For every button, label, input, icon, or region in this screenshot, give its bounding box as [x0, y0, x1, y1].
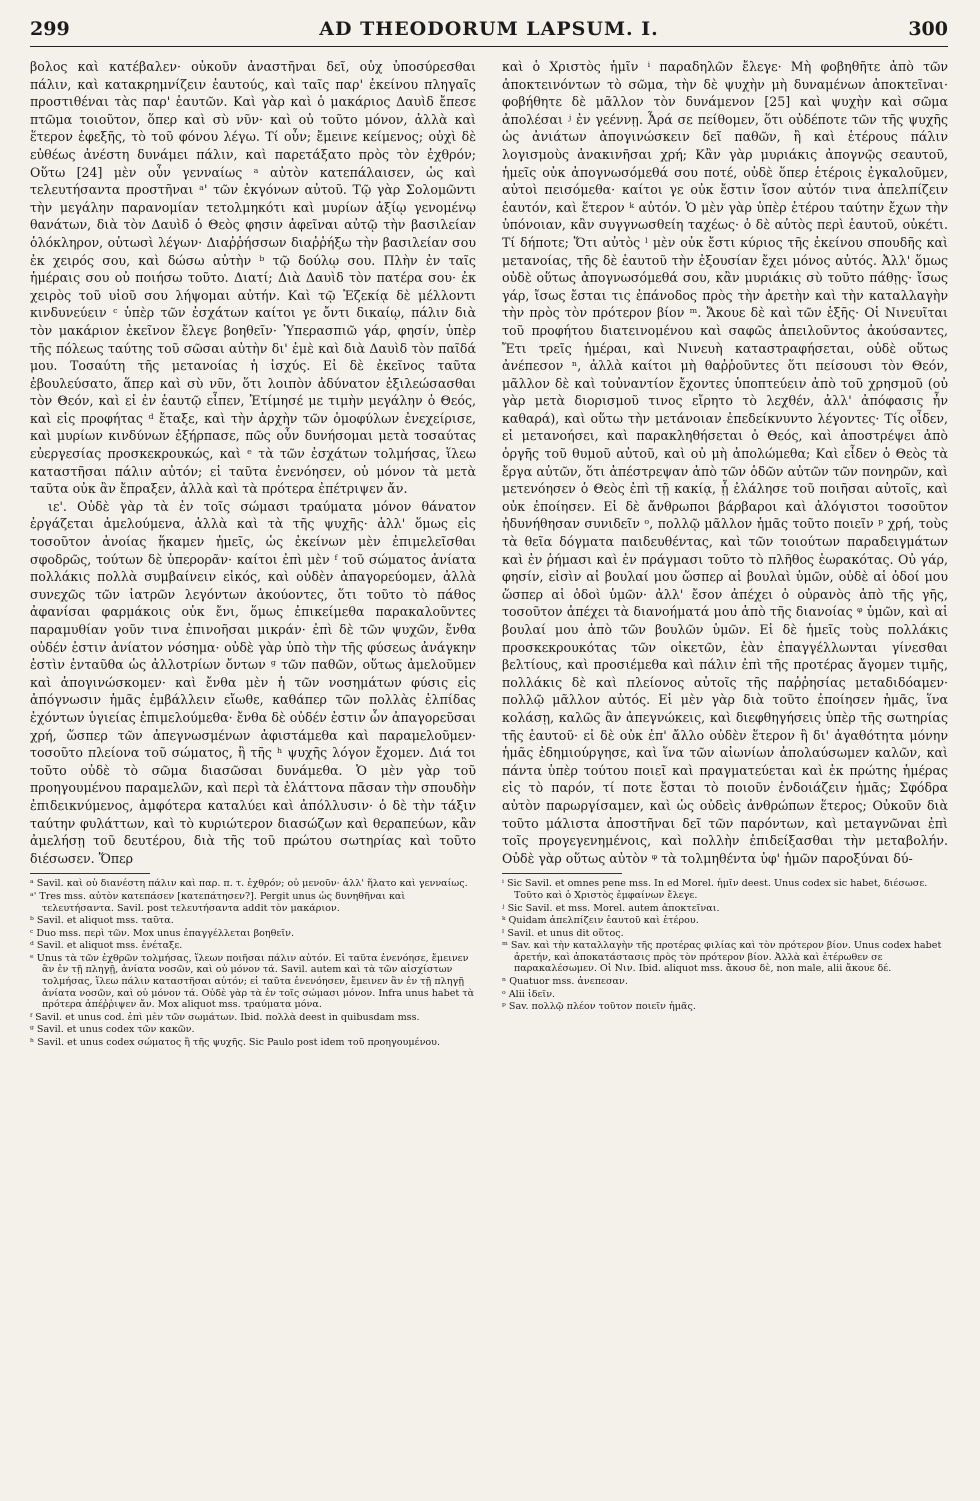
footnote: ʲ Sic Savil. et mss. Morel. autem ἀποκτεῖναι. [502, 902, 720, 914]
footnote-rule [30, 873, 150, 874]
left-footnotes [30, 878, 476, 1048]
right-body-text [502, 58, 948, 867]
footnote: ʰ Savil. et unus codex σώματος ἢ τῆς ψυχῆς. Sic Paulo post idem τοῦ προηγουμένου. [30, 1037, 441, 1049]
paragraph: βολος καὶ κατέβαλεν· οὐκοῦν ἀναστῆναι δεῖ, οὐχ ὑποσύρεσθαι πάλιν, καὶ κατακρημνίζειν ἑαυτούς, καὶ ταῖς παρ' ἐκείνου πληγαῖς προστιθέναι τὰς παρ' ἑαυτῶν. Καὶ γὰρ καὶ ὁ μακάριος Δαυὶδ ἔπεσε πτῶμα τοιοῦτον, ὅπερ καὶ σὺ νῦν· καὶ οὐ τοῦτο μόνον, ἀλλὰ καὶ ἕτερον ἐφεξῆς, τὸ τοῦ φόνου λέγω. Τί οὖν; ἔμεινε κείμενος; οὐχὶ δὲ εὐθέως ἀνέστη δυνάμει πάλιν, καὶ παρετάξατο πρὸς τὸν ἐχθρόν; Οὕτω [24] μὲν οὖν γενναίως ᵃ αὐτὸν κατεπάλαισεν, ὡς καὶ τελευτήσαντα προστῆναι ᵃ' τῶν ἐκγόνων αὐτοῦ. Τῷ γὰρ Σολομῶντι τὴν μεγάλην παρανομίαν τετολμηκότι καὶ μυρίων ἀξίῳ γενομένῳ θανάτων, διὰ τὸν Δαυὶδ ὁ Θεὸς φησιν ἀφεῖναι αὐτῷ τὴν βασιλείαν ὁλόκληρον, οὑτωσὶ λέγων· Διαῤῥήσσων διαῤῥήξω τὴν βασιλείαν σου ἐκ χειρός σου, καὶ δώσω αὐτὴν ᵇ τῷ δούλῳ σου. Πλὴν ἐν ταῖς ἡμέραις σου οὐ ποιήσω τοῦτο. Διατί; Διὰ Δαυὶδ τὸν πατέρα σου· ἐκ χειρὸς τοῦ υἱοῦ σου λήψομαι αὐτήν. Καὶ τῷ Ἐζεκίᾳ δὲ μέλλοντι κινδυνεύειν ᶜ ὑπὲρ τῶν ἐσχάτων καίτοι γε ὄντι δικαίῳ, πάλιν διὰ τὸν μακάριον ἐκεῖνον ἔλεγε βοηθεῖν· Ὑπερασπιῶ γάρ, φησίν, ὑπὲρ τῆς πόλεως ταύτης τοῦ σῶσαι αὐτὴν δι' ἐμὲ καὶ διὰ Δαυὶδ τὸν παῖδά μου. Τοσαύτη τῆς μετανοίας ἡ ἰσχύς. Εἰ δὲ ἐκεῖνος ταῦτα ἐβουλεύσατο, ἅπερ καὶ σὺ νῦν, ὅτι λοιπὸν ἀδύνατον ἐξιλεώσασθαι τὸν Θεόν, καὶ εἰ ἐν ἑαυτῷ εἶπεν, Ἐτίμησέ με τιμὴν μεγάλην ὁ Θεός, καὶ εἰς προφήτας ᵈ ἔταξε, καὶ τὴν ἀρχὴν τῶν ὁμοφύλων ἐνεχείρισε, καὶ μυρίων κινδύνων ἐξήρπασε, πῶς οὖν δυνήσομαι μετὰ τοσαύτας εὐεργεσίας προσκεκρουκώς, καὶ ᵉ τὰ τῶν ἐσχάτων τολμήσας, ἵλεω καταστῆσαι πάλιν αὐτόν; εἰ ταῦτα ἐνενόησεν, οὐ μόνον τὰ μετὰ ταῦτα οὐκ ἂν ἔπραξεν, ἀλλὰ καὶ τὰ πρότερα ἐπέτριψεν ἄν. [30, 59, 476, 497]
footnote: ᶜ Duo mss. περὶ τῶν. Mox unus ἐπαγγέλλεται βοηθεῖν. [30, 927, 295, 939]
footnote: ᵃ Savil. καὶ οὐ διανέστη πάλιν καὶ παρ. π. τ. ἐχθρόν; οὐ μενοῦν· ἀλλ' ἥλατο καὶ γενναίως. [30, 878, 468, 890]
paragraph: ιε'. Οὐδὲ γὰρ τὰ ἐν τοῖς σώμασι τραύματα μόνον θάνατον ἐργάζεται ἀμελούμενα, ἀλλὰ καὶ τὰ τῆς ψυχῆς· ἀλλ' ὅμως εἰς τοσοῦτον ἀνοίας ἥκαμεν ἡμεῖς, ὡς ἐκείνων μὲν ἐπιμελεῖσθαι σφοδρῶς, τούτων δὲ ὑπερορᾶν· καίτοι ἐπὶ μὲν ᶠ τοῦ σώματος ἀνίατα πολλάκις πολλὰ συμβαίνειν εἰκός, καὶ οὐδὲν ἀπαγορεύομεν, ἀλλὰ συνεχῶς τῶν ἰατρῶν λεγόντων ἀκούοντες, ὅτι τοῦτο τὸ πάθος ἀφανίσαι φαρμάκοις οὐκ ἔνι, ὅμως ἐπικείμεθα παρακαλοῦντες παραμυθίαν γοῦν τινα ἐπινοῆσαι μικράν· ἐπὶ δὲ τῶν ψυχῶν, ἔνθα οὐδέν ἐστιν ἀνίατον νόσημα· οὐδὲ γὰρ ὑπὸ τὴν τῆς φύσεως ἀνάγκην ἐστὶν ἐνταῦθα ὡς ἀλλοτρίων ὄντων ᵍ τῶν παθῶν, οὕτως ἀμελοῦμεν καὶ ἀπογινώσκομεν· καὶ ἔνθα μὲν ἡ τῶν νοσημάτων φύσις εἰς ἀπόγνωσιν ἡμᾶς ἐμβάλλειν εἴωθε, καθάπερ τῶν πολλὰς ἐλπίδας ἐχόντων ὑγιείας ἐπιμελούμεθα· ἔνθα δὲ οὐδέν ἐστιν ὧν ἀπαγορεῦσαι χρή, ὥσπερ τῶν ἀπεγνωσμένων ἀφιστάμεθα καὶ παραμελοῦμεν· τοσοῦτο πλείονα τοῦ σώματος, ἢ τῆς ʰ ψυχῆς λόγον ἔχομεν. Διά τοι τοῦτο οὐδὲ τὸ σῶμα διασῶσαι δυνάμεθα. Ὁ μὲν γὰρ τοῦ προηγουμένου παραμελῶν, καὶ περὶ τὰ ἐλάττονα πᾶσαν τὴν σπουδὴν ἐπιδεικνύμενος, ἀμφότερα καταλύει καὶ ἀπόλλυσιν· ὁ δὲ τὴν τάξιν ταύτην φυλάττων, καὶ τὸ κυριώτερον διασώζων καὶ θεραπεύων, κἂν ἀμελήσῃ τοῦ δευτέρου, διὰ τῆς τοῦ πρώτου σωτηρίας καὶ τοῦτο διέσωσεν. Ὅπερ [30, 498, 476, 866]
left-column [30, 58, 476, 1050]
footnote: ᵃ' Tres mss. αὐτὸν κατεπάσεν [κατεπάτησεν?]. Pergit unus ὡς δυνηθῆναι καὶ τελευτήσαντα. Savil. post τελευτήσαντα addit τὸν μακάριον. [30, 890, 406, 914]
footnote: ⁱ Sic Savil. et omnes pene mss. In ed Morel. ἡμῖν deest. Unus codex sic habet, διέσωσε. Τοῦτο καὶ ὁ Χριστὸς ἐμφαίνων ἔλεγε. [502, 878, 928, 901]
page-number-left: 299 [30, 18, 70, 40]
page-number-right: 300 [908, 18, 948, 40]
right-column [502, 58, 948, 1014]
footnote: ᵏ Quidam ἀπελπίζειν ἑαυτοῦ καὶ ἑτέρου. [502, 915, 699, 927]
paragraph: καὶ ὁ Χριστὸς ἡμῖν ⁱ παραδηλῶν ἔλεγε· Μὴ φοβηθῆτε ἀπὸ τῶν ἀποκτεινόντων τὸ σῶμα, τὴν δὲ ψυχὴν μὴ δυναμένων ἀποκτεῖναι· φοβήθητε δὲ μᾶλλον τὸν δυνάμενον [25] καὶ ψυχὴν καὶ σῶμα ἀπολέσαι ʲ ἐν γεέννῃ. Ἆρά σε πείθομεν, ὅτι οὐδέποτε τῶν τῆς ψυχῆς ὡς ἀνιάτων ἀπογινώσκειν δεῖ παθῶν, ἢ καὶ ἑτέρους πάλιν λογισμοὺς ἀνακινῆσαι χρή; Κἂν γὰρ μυριάκις ἀπογνῷς σεαυτοῦ, ἡμεῖς οὐκ ἀπογνωσόμεθά σου ποτέ, οὐδὲ ὅπερ ἑτέροις ἐγκαλοῦμεν, αὐτοὶ πεισόμεθα· καίτοι γε οὐκ ἔστιν ἴσον αὐτόν τινα ἀπελπίζειν ἑαυτόν, καὶ ἕτερον ᵏ αὐτόν. Ὁ μὲν γὰρ ὑπὲρ ἑτέρου ταύτην ἔχων τὴν ὑπόνοιαν, κἂν συγγνωσθείη ταχέως· ὁ δὲ αὐτὸς περὶ ἑαυτοῦ, οὐκέτι. Τί δήποτε; Ὅτι αὐτὸς ˡ μὲν οὐκ ἔστι κύριος τῆς ἐκείνου σπουδῆς καὶ μετανοίας, τῆς δὲ ἑαυτοῦ τὴν ἐξουσίαν ἔχει μόνος αὐτός. Ἀλλ' ὅμως οὐδὲ οὕτως ἀπογνωσόμεθά σου, κἂν μυριάκις σὺ τοῦτο πάθῃς· ἴσως γάρ, ἴσως ἔσται τις ἐπάνοδος πρὸς τὴν ἀρετὴν καὶ τὴν καταλλαγὴν τὴν πρὸς τὸν πρότερον βίον ᵐ. Ἄκουε δὲ καὶ τῶν ἑξῆς· Οἱ Νινευῖται τοῦ προφήτου διατεινομένου καὶ σαφῶς ἀπειλοῦντος ἀκούσαντες, Ἔτι τρεῖς ἡμέραι, καὶ Νινευὴ καταστραφήσεται, οὐδὲ οὕτως ἀνέπεσον ⁿ, ἀλλὰ καίτοι μὴ θαῤῥοῦντες ὅτι πείσουσι τὸν Θεόν, μᾶλλον δὲ καὶ τοὐναντίον ἔχοντες ὑποπτεύειν ἀπὸ τοῦ χρησμοῦ (οὐ γὰρ μετὰ διορισμοῦ τινος εἴρητο τὸ λεχθέν, ἀλλ' ἀπόφασις ἦν καθαρά), καὶ οὕτω τὴν μετάνοιαν ἐπεδείκνυντο λέγοντες· Τίς οἶδεν, εἰ μετανοήσει, καὶ παρακληθήσεται ὁ Θεός, καὶ ἀποστρέψει ἀπὸ ὀργῆς τοῦ θυμοῦ αὐτοῦ, καὶ οὐ μὴ ἀπολώμεθα; Καὶ εἶδεν ὁ Θεὸς τὰ ἔργα αὐτῶν, ὅτι ἀπέστρεψαν ἀπὸ τῶν ὁδῶν αὐτῶν τῶν πονηρῶν, καὶ μετενόησεν ὁ Θεὸς ἐπὶ τῇ κακίᾳ, ᾗ ἐλάλησε τοῦ ποιῆσαι αὐτοῖς, καὶ οὐκ ἐποίησεν. Εἰ δὲ ἄνθρωποι βάρβαροι καὶ ἀλόγιστοι τοσοῦτον ἠδυνήθησαν συνιδεῖν ᵒ, πολλῷ μᾶλλον ἡμᾶς τοῦτο ποιεῖν ᵖ χρή, τοὺς τὰ θεῖα δόγματα παιδευθέντας, καὶ τῶν τοιούτων παραδειγμάτων καὶ ἐν ῥήμασι καὶ ἐν πράγμασι τοῦτο τὸ πλῆθος ἑωρακότας. Οὐ γάρ, φησίν, εἰσὶν αἱ βουλαί μου ὥσπερ αἱ βουλαὶ ὑμῶν, οὐδὲ αἱ ὁδοί μου ὥσπερ αἱ ὁδοὶ ὑμῶν· ἀλλ' ἔσον ἀπέχει ὁ οὐρανὸς ἀπὸ τῆς γῆς, τοσοῦτον ἀπέχει τὰ διανοήματά μου ἀπὸ τῆς διανοίας ᵠ ὑμῶν, καὶ αἱ βουλαί μου ἀπὸ τῶν βουλῶν ὑμῶν. Εἰ δὲ ἡμεῖς τοὺς πολλάκις προσκεκρουκότας τῶν οἰκετῶν, ἐὰν ἐπαγγέλλωνται γίνεσθαι βελτίους, καὶ προσιέμεθα καὶ πάλιν ἐπὶ τῆς προτέρας ἄγομεν τιμῆς, πολλάκις δὲ καὶ πλείονος αὐτοῖς τῆς παῤῥησίας μεταδιδόαμεν· πολλῷ μᾶλλον αὐτός. Εἰ μὲν γὰρ διὰ τοῦτο ἐποίησεν ἡμᾶς, ἵνα κολάσῃ, καλῶς ἂν ἀπεγνώκεις, καὶ διεφθηγήσεις ὑπὲρ τῆς σωτηρίας τῆς ἑαυτοῦ· εἰ δὲ οὐκ ἐπ' ἄλλο οὐδὲν ἕτερον ἢ δι' ἀγαθότητα μόνην ἡμᾶς ἐδημιούργησε, καὶ ἵνα τῶν αἰωνίων ἀπολαύσωμεν καλῶν, καὶ πάντα ὑπὲρ τούτου ποιεῖ καὶ πραγματεύεται καὶ ἐκ πρώτης ἡμέρας εἰς τὸ παρόν, τί ποτε ἔσται τὸ ποιοῦν ἐνδοιάζειν ἡμᾶς; Σφόδρα αὐτὸν παρωργίσαμεν, καὶ ὡς οὐδεὶς ἀνθρώπων ἕτερος; Οὐκοῦν διὰ τοῦτο μάλιστα ἀποστῆναι δεῖ τῶν παρόντων, καὶ μεταγνῶναι ἐπὶ τοῖς προγεγενημένοις, καὶ πολλὴν ἐπιδείξασθαι τὴν μεταβολήν. Οὐδὲ γὰρ οὕτως αὐτὸν ᵠ τὰ τολμηθέντα ὑφ' ἡμῶν παροξύναι δύ- [502, 59, 948, 866]
footnote: ᶠ Savil. et unus cod. ἐπὶ μὲν τῶν σωμάτων. Ibid. πολλὰ deest in quibusdam mss. [30, 1011, 420, 1023]
footnote: ᵖ Sav. πολλῷ πλέον τοῦτον ποιεῖν ἡμᾶς. [502, 1001, 696, 1013]
footnote: ᵇ Savil. et aliquot mss. ταῦτα. [30, 915, 174, 927]
footnote-rule [502, 873, 622, 874]
footnote: ⁿ Quatuor mss. ἀνεπεσαν. [502, 976, 628, 988]
footnote: ᵈ Savil. et aliquot mss. ἐνέταξε. [30, 940, 183, 952]
right-footnotes [502, 878, 948, 1013]
footnote: ᵒ Alii ἰδεῖν. [502, 988, 556, 1000]
footnote: ᵉ Unus τὰ τῶν ἐχθρῶν τολμήσας, ἵλεων ποιῆσαι πάλιν αὐτόν. Εἰ ταῦτα ἐνενόησε, ἔμεινεν ἂν ἐν τῇ πληγῇ, ἀνίατα νοσῶν, καὶ οὐ μόνον τά. Savil. autem καὶ τὰ τῶν αἰσχίστων τολμήσας, ἵλεω πάλιν καταστῆσαι αὐτόν; εἰ ταῦτα ἐνενόησεν, ἔμεινεν ἂν ἐν τῇ πληγῇ ἀνίατα νοσῶν, καὶ οὐ μόνον τά. Οὐδὲ γὰρ τὰ ἐν τοῖς σώμασι μόνον. Infra unus habet τὰ πρότερα ἀπέῤῥιψεν ἄν. Mox aliquot mss. τραύματα μόνα. [30, 952, 475, 1011]
footnote: ᵍ Savil. et unus codex τῶν κακῶν. [30, 1024, 195, 1036]
page-header [30, 10, 948, 47]
running-title: AD THEODORUM LAPSUM. I. [319, 18, 659, 40]
footnote: ᵐ Sav. καὶ τὴν καταλλαγὴν τῆς προτέρας φιλίας καὶ τὸν πρότερον βίον. Unus codex habet ἀρετήν, καὶ ἀποκατάστασις πρὸς τὸν πρότερον βίον. Ἀλλὰ καὶ ἑτέρωθεν σε παρακαλέσωμεν. Οἱ Νιν. Ibid. aliquot mss. ἄκουσ δὲ, non male, alii ἄκουε δέ. [502, 940, 942, 975]
left-body-text [30, 58, 476, 867]
footnote: ˡ Savil. et unus dit οὕτος. [502, 927, 624, 939]
